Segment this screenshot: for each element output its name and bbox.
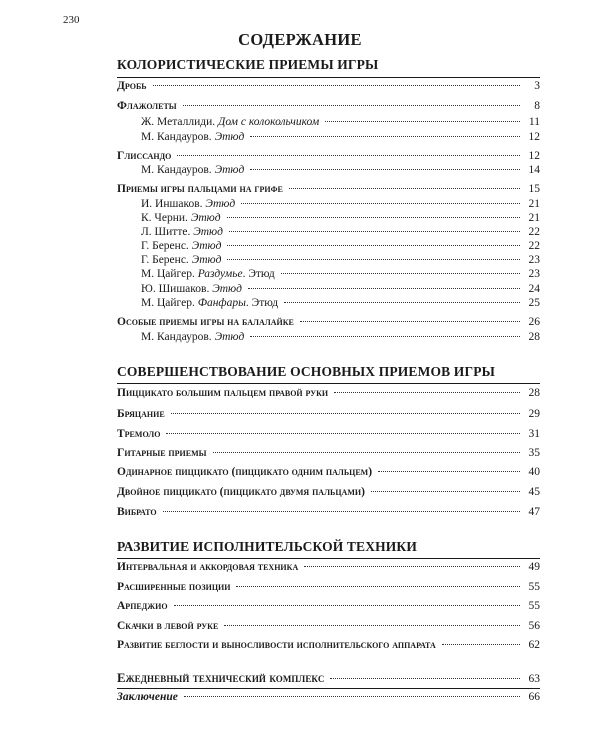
dot-leader [250, 169, 520, 170]
toc-entry-title: Г. Беренс. Этюд [141, 240, 222, 252]
dot-leader [166, 433, 520, 434]
toc-subentry[interactable] [141, 283, 540, 298]
toc-entry-page: 28 [528, 387, 540, 399]
dot-leader [213, 452, 520, 453]
toc-entry-title: М. Кандауров. Этюд [141, 131, 245, 143]
toc-entry[interactable] [117, 100, 540, 115]
toc-entry[interactable] [117, 150, 540, 165]
dot-leader [442, 644, 520, 645]
toc-entry-page: 21 [528, 212, 540, 224]
toc-subentry[interactable] [141, 226, 540, 241]
dot-leader [227, 217, 520, 218]
toc-entry-page: 47 [528, 506, 540, 518]
toc-entry[interactable] [117, 486, 540, 501]
toc-entry-title: М. Цайгер. Раздумье. Этюд [141, 268, 275, 280]
toc-entry-title: Двойное пиццикато (пиццикато двумя пальцами) [117, 486, 365, 498]
toc-entry[interactable] [117, 428, 540, 443]
toc-entry-page: 55 [528, 581, 540, 593]
dot-leader [227, 245, 520, 246]
toc-subentry[interactable] [141, 297, 540, 312]
dot-leader [281, 273, 520, 274]
toc-entry[interactable] [117, 639, 540, 654]
toc-entry-page: 55 [528, 600, 540, 612]
toc-entry[interactable] [117, 691, 540, 706]
toc-entry-page: 11 [528, 116, 540, 128]
toc-entry-page: 28 [528, 331, 540, 343]
toc-entry-page: 22 [528, 226, 540, 238]
toc-entry-title: Особые приемы игры на балалайке [117, 316, 294, 328]
toc-entry[interactable] [117, 316, 540, 331]
toc-entry-page: 24 [528, 283, 540, 295]
toc-entry-title: К. Черни. Этюд [141, 212, 221, 224]
toc-entry-page: 23 [528, 268, 540, 280]
toc-subentry[interactable] [141, 268, 540, 283]
toc-entry-title: Заключение [117, 691, 178, 703]
dot-leader [236, 586, 520, 587]
toc-entry-title: М. Кандауров. Этюд [141, 331, 245, 343]
toc-entry-page: 40 [528, 466, 540, 478]
toc-entry-page: 22 [528, 240, 540, 252]
dot-leader [177, 155, 520, 156]
toc-entry-page: 49 [528, 561, 540, 573]
toc-entry-title: Развитие беглости и выносливости исполнительского аппарата [117, 639, 436, 651]
toc-entry-title: И. Иншаков. Этюд [141, 198, 236, 210]
toc-entry-page: 21 [528, 198, 540, 210]
toc-entry-title: Ежедневный технический комплекс [117, 671, 325, 685]
toc-entry-title: Пиццикато большим пальцем правой руки [117, 387, 329, 399]
toc-entry-title: Дробь [117, 80, 147, 92]
page-number: 230 [63, 14, 80, 26]
toc-entry[interactable] [117, 581, 540, 596]
toc-subentry[interactable] [141, 164, 540, 179]
toc-entry-page: 25 [528, 297, 540, 309]
toc-entry-title: Гитарные приемы [117, 447, 207, 459]
dot-leader [250, 336, 520, 337]
section-rule [117, 77, 540, 78]
dot-leader [227, 259, 520, 260]
toc-entry-title: Скачки в левой руке [117, 620, 219, 632]
dot-leader [241, 203, 520, 204]
dot-leader [174, 605, 520, 606]
dot-leader [184, 696, 520, 697]
toc-entry-page: 66 [528, 691, 540, 703]
toc-subentry[interactable] [141, 240, 540, 255]
toc-entry-title: М. Кандауров. Этюд [141, 164, 245, 176]
toc-subentry[interactable] [141, 131, 540, 146]
toc-subentry[interactable] [141, 331, 540, 346]
toc-entry-page: 63 [528, 673, 540, 685]
dot-leader [300, 321, 520, 322]
toc-entry[interactable] [117, 183, 540, 198]
toc-entry[interactable] [117, 561, 540, 576]
toc-entry-page: 35 [528, 447, 540, 459]
toc-entry[interactable] [117, 80, 540, 95]
dot-leader [304, 566, 520, 567]
dot-leader [250, 136, 520, 137]
toc-entry-title: М. Цайгер. Фанфары. Этюд [141, 297, 279, 309]
toc-entry-title: Расширенные позиции [117, 581, 231, 593]
toc-entry-title: Флажолеты [117, 100, 177, 112]
dot-leader [153, 85, 520, 86]
section-rule [117, 688, 540, 689]
dot-leader [325, 121, 520, 122]
toc-entry-title: Приемы игры пальцами на грифе [117, 183, 283, 195]
toc-entry[interactable] [117, 447, 540, 462]
toc-entry-page: 3 [534, 80, 540, 92]
toc-entry[interactable] [117, 506, 540, 521]
toc-entry-page: 62 [528, 639, 540, 651]
toc-entry[interactable] [117, 620, 540, 635]
dot-leader [183, 105, 520, 106]
toc-entry-page: 15 [528, 183, 540, 195]
dot-leader [371, 491, 520, 492]
toc-entry-title: Ю. Шишаков. Этюд [141, 283, 242, 295]
toc-entry-title: Вибрато [117, 506, 157, 518]
toc-entry-page: 26 [528, 316, 540, 328]
toc-entry-title: Одинарное пиццикато (пиццикато одним пальцем) [117, 466, 373, 478]
toc-entry-title: Глиссандо [117, 150, 172, 162]
dot-leader [284, 302, 520, 303]
toc-entry-page: 12 [528, 150, 540, 162]
toc-entry[interactable] [117, 466, 540, 481]
toc-entry-page: 29 [528, 408, 540, 420]
dot-leader [163, 511, 520, 512]
dot-leader [224, 625, 520, 626]
toc-entry-page: 31 [528, 428, 540, 440]
toc-entry-title: Г. Беренс. Этюд [141, 254, 222, 266]
dot-leader [171, 413, 520, 414]
dot-leader [229, 231, 520, 232]
toc-entry-title: Бряцание [117, 408, 165, 420]
toc-entry-page: 12 [528, 131, 540, 143]
section-heading: РАЗВИТИЕ ИСПОЛНИТЕЛЬСКОЙ ТЕХНИКИ [117, 539, 417, 554]
dot-leader [289, 188, 520, 189]
toc-entry-title: Арпеджио [117, 600, 168, 612]
section-rule [117, 383, 540, 384]
toc-subentry[interactable] [141, 198, 540, 213]
page-title: СОДЕРЖАНИЕ [238, 30, 362, 49]
dot-leader [334, 392, 520, 393]
toc-subentry[interactable] [141, 212, 540, 227]
section-heading: СОВЕРШЕНСТВОВАНИЕ ОСНОВНЫХ ПРИЕМОВ ИГРЫ [117, 364, 495, 379]
toc-entry-title: Ж. Металлиди. Дом с колокольчиком [141, 116, 320, 128]
toc-entry-title: Л. Шитте. Этюд [141, 226, 223, 238]
toc-entry-page: 8 [534, 100, 540, 112]
toc-entry-page: 45 [528, 486, 540, 498]
dot-leader [248, 288, 520, 289]
toc-subentry[interactable] [141, 254, 540, 269]
toc-entry[interactable] [117, 600, 540, 615]
dot-leader [378, 471, 520, 472]
toc-entry-title: Тремоло [117, 428, 161, 440]
section-heading: КОЛОРИСТИЧЕСКИЕ ПРИЕМЫ ИГРЫ [117, 57, 379, 72]
dot-leader [330, 678, 520, 679]
toc-subentry[interactable] [141, 116, 540, 131]
toc-entry[interactable] [117, 408, 540, 423]
toc-entry-title: Интервальная и аккордовая техника [117, 561, 299, 573]
toc-entry[interactable] [117, 671, 540, 686]
toc-entry[interactable] [117, 387, 540, 402]
toc-entry-page: 14 [528, 164, 540, 176]
section-rule [117, 558, 540, 559]
toc-entry-page: 23 [528, 254, 540, 266]
toc-entry-page: 56 [528, 620, 540, 632]
